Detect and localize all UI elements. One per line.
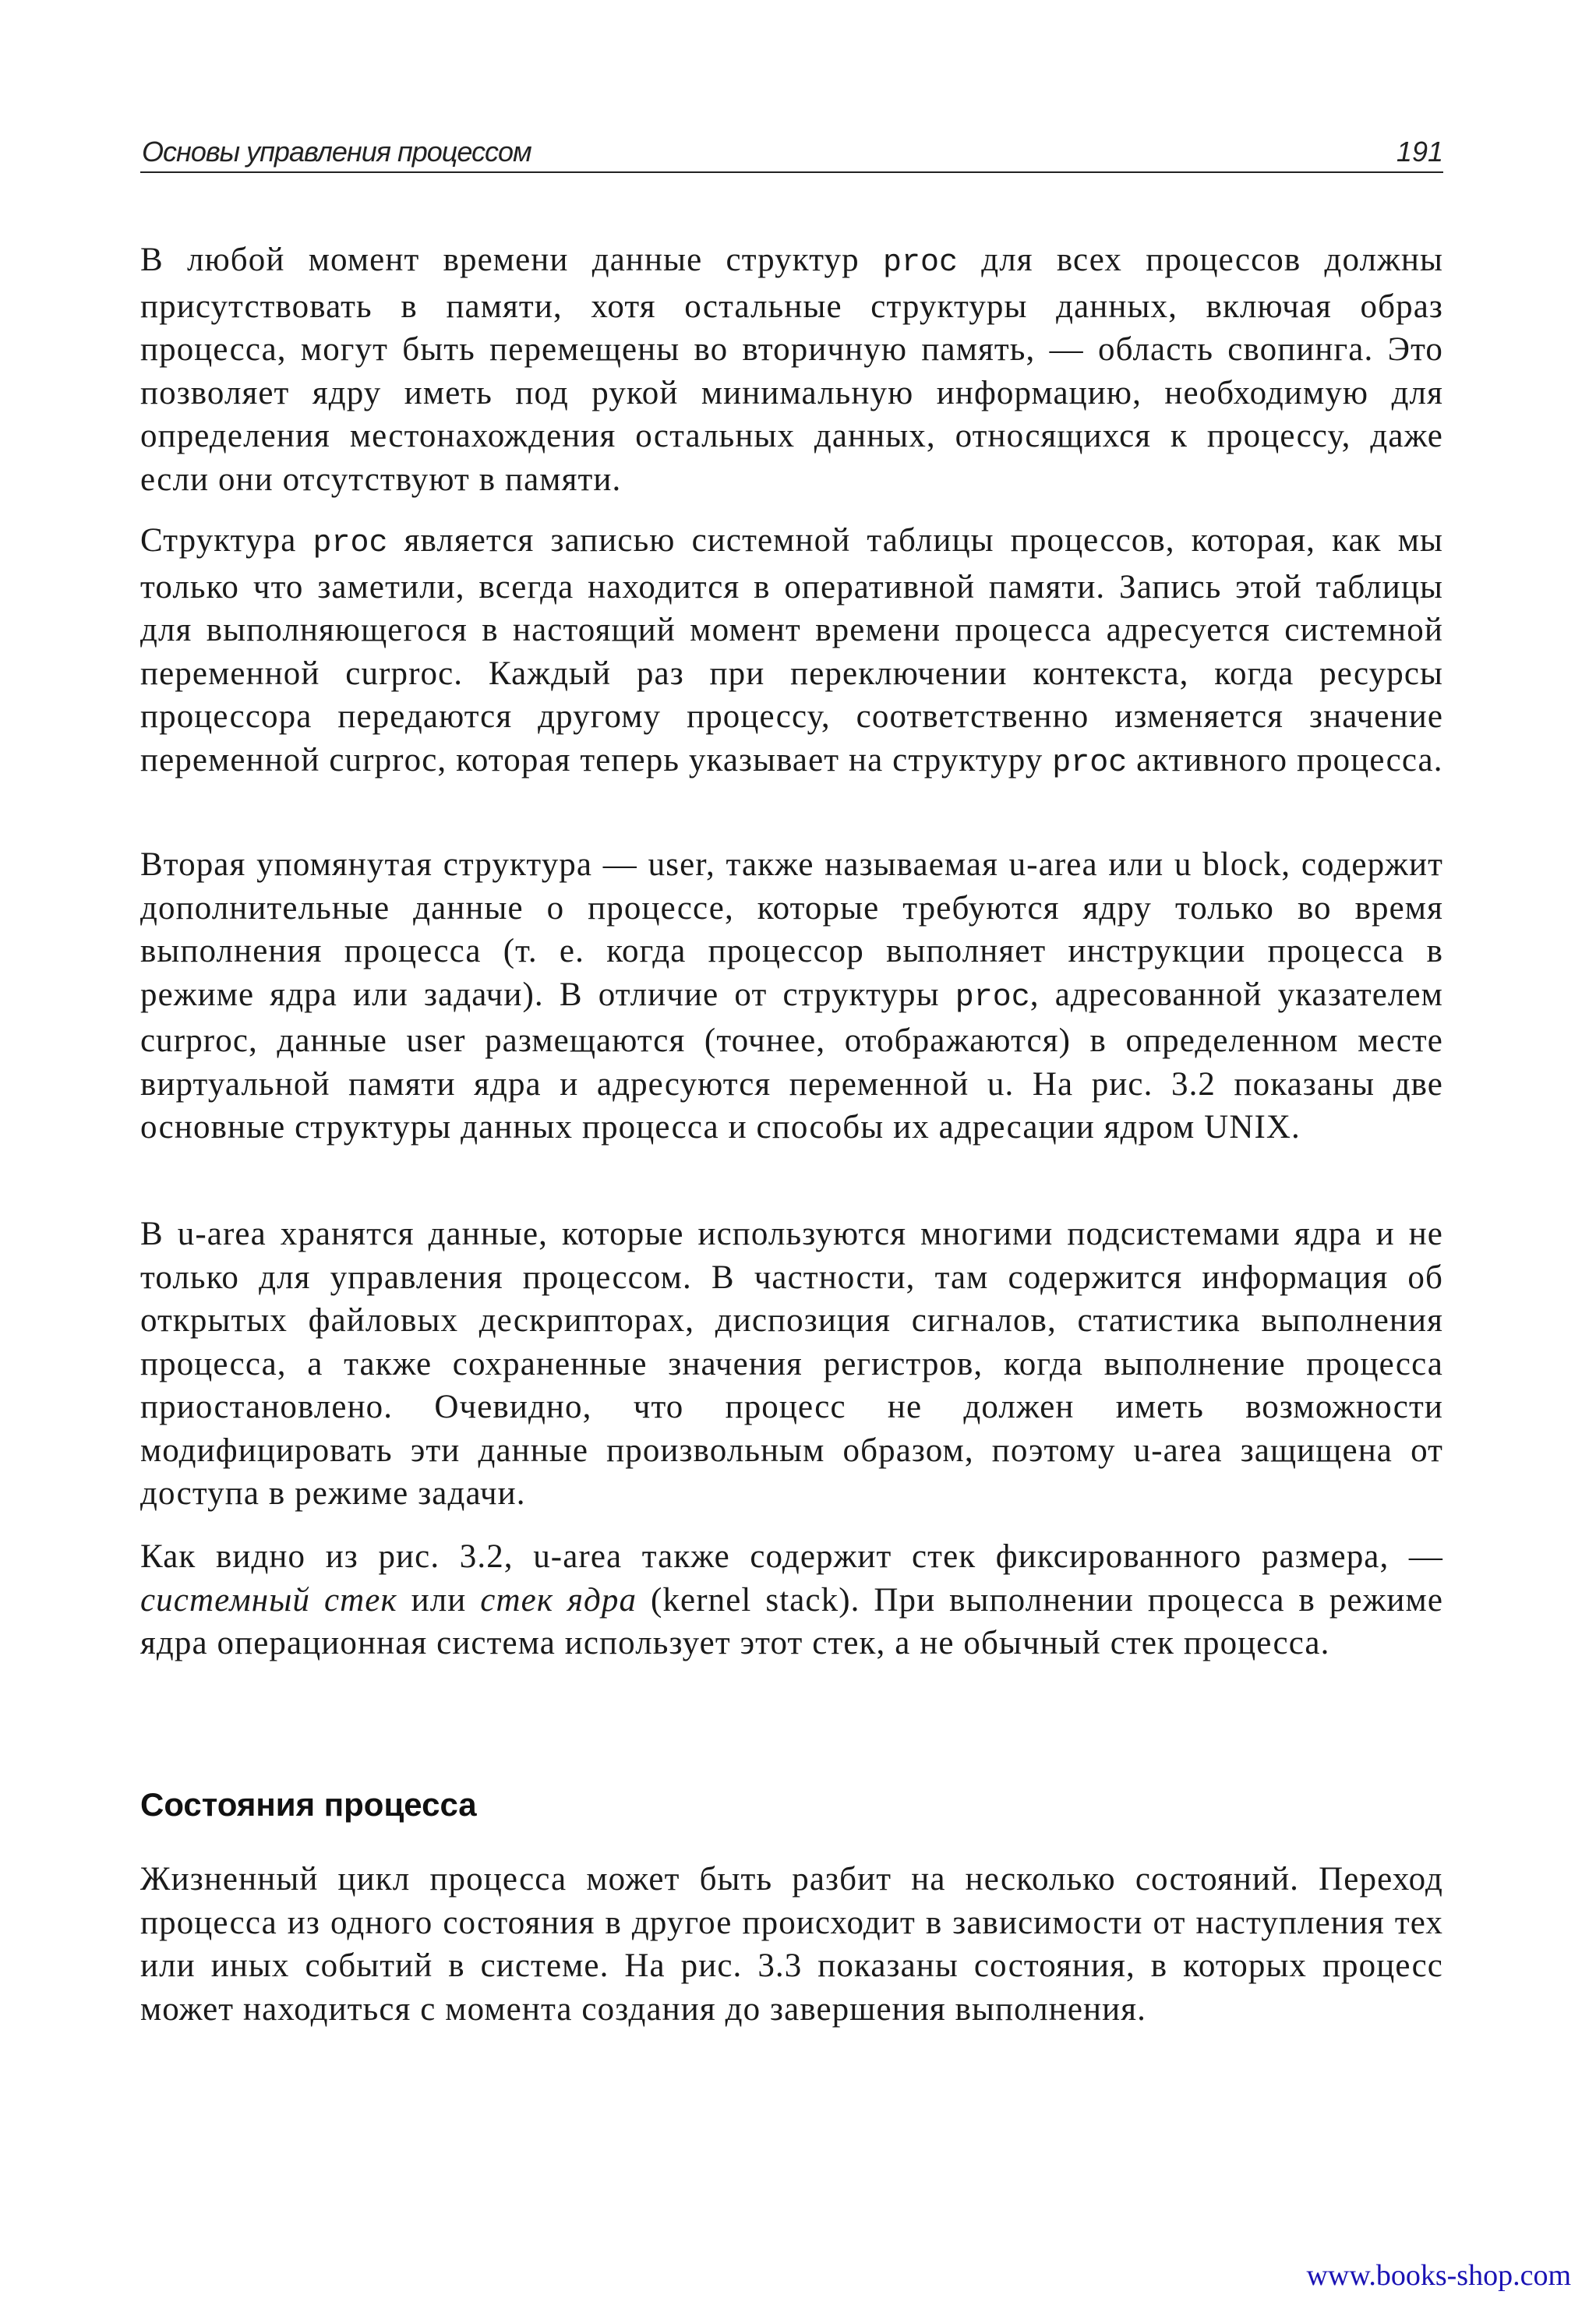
paragraph-proc-structure <box>140 519 1443 785</box>
code-term: proc <box>955 980 1030 1015</box>
paragraph-u-area-contents <box>140 1213 1443 1516</box>
paragraph-text: В u-area хранятся данные, которые используются многими подсистемами ядра и не только для управления процессом. В частности, там содержится информация об открытых файловых дескрипторах, диспозиция сигналов, статистика выполнения процесса, а также сохраненные значения регистров, когда выполнение процесса приостановлено. Очевидно, что процесс не должен иметь возможности модифицировать эти данные произвольным образом, поэтому u-area защищена от доступа в режиме задачи. <box>140 1216 1443 1512</box>
running-header-title: Основы управления процессом <box>142 136 531 168</box>
paragraph-text: является записью системной таблицы процессов, которая, как мы только что заметили, всегда находится в оперативной памяти. Запись этой таблицы для выполняющегося в настоящий момент времени процесса адресуется системной переменной curproc. Каждый раз при переключении контекста, когда ресурсы процессора передаются другому процессу, соответственно изменяется значение переменной curproc, которая теперь указывает на структуру <box>140 522 1444 779</box>
paragraph-process-states <box>140 1858 1443 2031</box>
running-header <box>140 131 1443 173</box>
paragraph-text: Структура <box>140 522 313 559</box>
italic-term: системный стек <box>140 1581 397 1619</box>
paragraph-text: Жизненный цикл процесса может быть разбит на несколько состояний. Переход процесса из одного состояния в другое происходит в зависимости от наступления тех или иных событий в системе. На рис. 3.3 показаны состояния, в которых процесс может находиться с момента создания до завершения выполнения. <box>140 1861 1443 2028</box>
code-term: proc <box>312 526 388 561</box>
paragraph-text: (kernel stack). При выполнении процесса в режиме ядра операционная система использует этот стек, а не обычный стек процесса. <box>140 1581 1443 1661</box>
paragraph-text: Как видно из рис. 3.2, u-area также содержит стек фиксированного размера, — <box>140 1538 1443 1575</box>
italic-term: стек ядра <box>480 1581 637 1619</box>
paragraph-text: Вторая упомянутая структура — user, также называемая u-area или u block, содержит дополнительные данные о процессе, которые требуются ядру только во время выполнения процесса (т. е. когда процессор выполняет инструкции процесса в режиме ядра или задачи). В отличие от структуры <box>140 846 1443 1013</box>
code-term: proc <box>882 245 958 281</box>
section-heading: Состояния процесса <box>140 1786 477 1823</box>
footer-website-link[interactable]: www.books-shop.com <box>1306 2259 1571 2292</box>
paragraph-kernel-stack <box>140 1535 1443 1665</box>
paragraph-proc-in-memory <box>140 238 1443 501</box>
page-number: 191 <box>1396 136 1443 168</box>
paragraph-text: В любой момент времени данные структур <box>140 242 883 278</box>
code-term: proc <box>1052 745 1128 781</box>
paragraph-user-structure <box>140 843 1443 1149</box>
paragraph-text: или <box>397 1581 481 1619</box>
paragraph-text: активного процесса. <box>1127 741 1443 779</box>
paragraph-text: , адресованной указателем curproc, данные user размещаются (точнее, отображаются) в определенном месте виртуальной памяти ядра и адресуются переменной u. На рис. 3.2 показаны две основные структуры данных процесса и способы их адресации ядром UNIX. <box>140 976 1443 1146</box>
paragraph-text: для всех процессов должны присутствовать в памяти, хотя остальные структуры данных, включая образ процесса, могут быть перемещены во вторичную память, — область свопинга. Это позволяет ядру иметь под рукой минимальную информацию, необходимую для определения местонахождения остальных данных, относящихся к процессу, даже если они отсутствуют в памяти. <box>140 242 1443 498</box>
